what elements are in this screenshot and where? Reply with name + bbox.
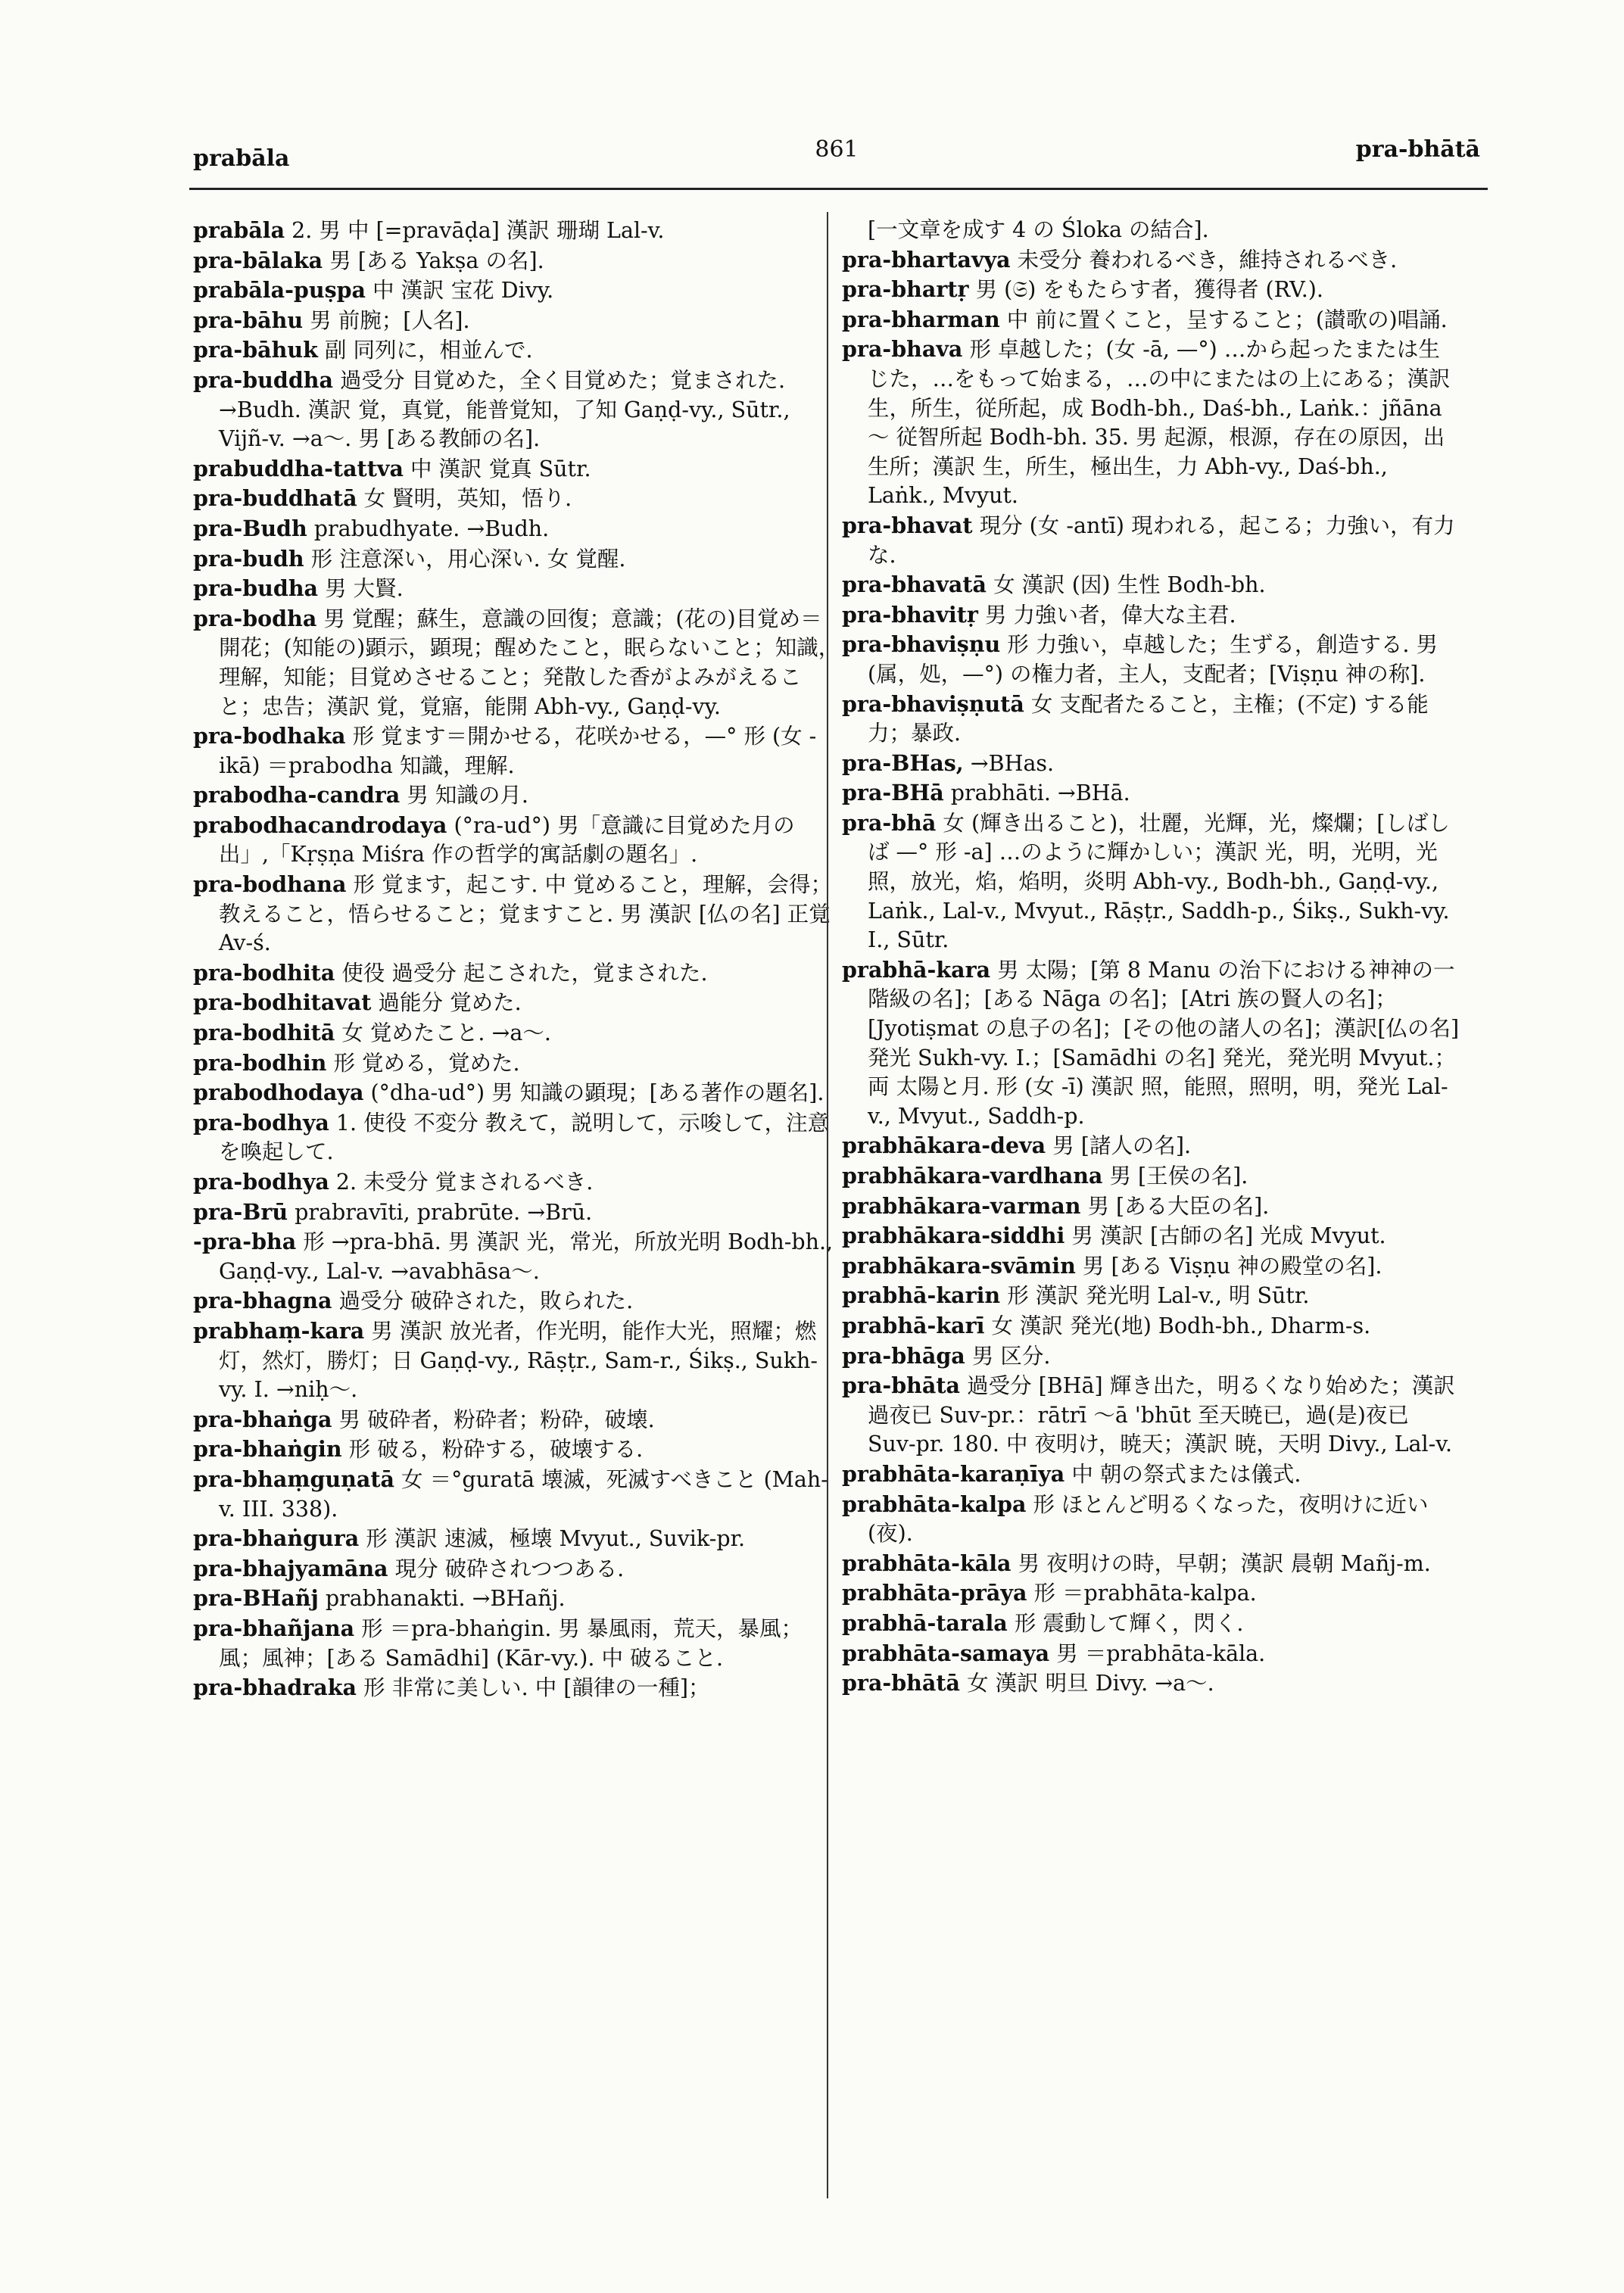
dictionary-entry	[842, 749, 1461, 779]
entry-definition: 男 [ある Viṣṇu 神の殿堂の名].	[1082, 1253, 1382, 1279]
dictionary-entry	[193, 1078, 843, 1108]
dictionary-entry	[193, 1465, 843, 1524]
dictionary-entry	[842, 275, 1461, 305]
entry-headword: pra-bhartavya	[842, 246, 1011, 273]
left-column	[193, 216, 843, 1703]
entry-headword: prabhāta-kalpa	[842, 1491, 1027, 1517]
entry-definition: 男 破砕者，粉砕者；粉砕，破壊.	[338, 1407, 655, 1432]
dictionary-entry	[193, 1584, 843, 1614]
entry-headword: pra-bodha	[193, 605, 317, 631]
dictionary-entry	[842, 335, 1461, 511]
entry-headword: pra-bhajyamāna	[193, 1555, 388, 1581]
dictionary-entry	[193, 780, 843, 811]
entry-headword: pra-bhartṛ	[842, 276, 969, 303]
dictionary-entry	[193, 1405, 843, 1435]
entry-headword: prabhāta-prāya	[842, 1580, 1027, 1606]
entry-headword: pra-BHañj	[193, 1585, 319, 1612]
entry-headword: prabhā-karin	[842, 1282, 1001, 1309]
dictionary-entry	[193, 1108, 843, 1167]
dictionary-entry	[193, 1614, 843, 1673]
entry-definition: 過受分 [BHā] 輝き出た，明るくなり始めた；漢訳 過夜已 Suv-pr.：rātrī ～ā 'bhūt 至天暁已，過(是)夜已 Suv-pr. 180. 中 夜明け，暁天；漢訳 暁，天明 Divy., Lal-v.	[868, 1373, 1455, 1457]
entry-headword: prabāla-puṣpa	[193, 277, 366, 304]
dictionary-entry	[842, 600, 1461, 631]
entry-definition: 1. 使役 不変分 教えて，説明して，示唆して，注意を喚起して.	[219, 1110, 830, 1165]
dictionary-entry	[193, 514, 843, 544]
entry-headword: pra-bhā	[842, 809, 937, 836]
entry-definition: 形 ＝pra-bhaṅgin. 男 暴風雨，荒天，暴風；風；風神；[ある Samādhi] (Kār-vy.). 中 破ること.	[219, 1615, 803, 1671]
entry-definition: 女 ＝°guratā 壊滅，死滅すべきこと (Mah-v. III. 338).	[219, 1466, 828, 1522]
entry-headword: prabodhodaya	[193, 1080, 364, 1106]
entry-definition: 2. 未受分 覚まされるべき.	[335, 1170, 594, 1195]
entry-headword: pra-bhaṅga	[193, 1406, 332, 1432]
dictionary-entry	[842, 1161, 1461, 1192]
entry-headword: pra-Brū	[193, 1198, 288, 1225]
entry-definition: 過受分 破砕された，敗られた.	[338, 1288, 634, 1314]
entry-headword: pra-BHā	[842, 780, 944, 806]
entry-headword: pra-bāhu	[193, 307, 304, 333]
entry-headword: pra-bodhaka	[193, 723, 346, 749]
entry-definition: 2. 男 中 [=pravāḍa] 漢訳 珊瑚 Lal-v.	[291, 218, 665, 243]
entry-headword: -pra-bha	[193, 1229, 297, 1255]
dictionary-entry	[193, 574, 843, 604]
entry-definition: 形 覚ます，起こす. 中 覚めること，理解，会得；教えること，悟らせること；覚ますこと. 男 漢訳 [仏の名] 正覚 Av-ś.	[219, 872, 833, 956]
entry-definition: 形 →pra-bhā. 男 漢訳 光，常光，所放光明 Bodh-bh., Gaṇḍ-vy., Lal-v. →avabhāsa～.	[219, 1229, 834, 1284]
dictionary-entry	[193, 544, 843, 575]
entry-definition: 女 賢明，英知，悟り.	[363, 486, 572, 512]
dictionary-entry	[842, 1549, 1461, 1579]
page-header	[193, 136, 1480, 182]
dictionary-entry	[842, 1609, 1461, 1639]
dictionary-entry	[842, 1341, 1461, 1372]
dictionary-entry	[842, 570, 1461, 600]
dictionary-entry	[842, 1490, 1461, 1549]
entry-headword: pra-bhava	[842, 336, 963, 363]
entry-definition: 中 前に置くこと，呈すること；(讃歌の)唱誦.	[1006, 307, 1448, 332]
dictionary-entry	[842, 1251, 1461, 1282]
entry-definition: 形 漢訳 発光明 Lal-v., 明 Sūtr.	[1007, 1283, 1310, 1309]
entry-definition: 男 力強い者，偉大な主君.	[984, 602, 1236, 628]
dictionary-entry	[193, 1316, 843, 1405]
entry-headword: pra-bhadraka	[193, 1675, 357, 1701]
dictionary-entry	[842, 955, 1461, 1132]
entry-headword: prabhāta-samaya	[842, 1640, 1050, 1666]
entry-definition: 過能分 覚めた.	[378, 990, 522, 1016]
entry-headword: prabhākara-svāmin	[842, 1252, 1076, 1279]
entry-headword: pra-bhaṅgin	[193, 1436, 342, 1463]
entry-headword: pra-bodhana	[193, 871, 347, 898]
entry-definition: 中 漢訳 宝花 Divy.	[372, 278, 554, 304]
entry-definition: prabhanakti. →BHañj.	[325, 1586, 566, 1612]
entry-headword: pra-bhaṅgura	[193, 1525, 360, 1552]
dictionary-entry	[842, 1221, 1461, 1251]
entry-definition: 男 ＝prabhāta-kāla.	[1056, 1640, 1266, 1666]
entry-headword: pra-buddhatā	[193, 485, 357, 512]
dictionary-entry	[193, 335, 843, 366]
entry-headword: pra-bhavitṛ	[842, 601, 978, 628]
entry-headword: pra-budh	[193, 545, 304, 572]
entry-definition: 男 [ある Yakṣa の名].	[329, 248, 544, 273]
entry-definition: 男 知識の月.	[407, 783, 528, 808]
entry-definition: 形 ほとんど明るくなった，夜明けに近い(夜).	[868, 1491, 1429, 1547]
entry-headword: prabodha-candra	[193, 782, 401, 808]
entry-definition: 形 漢訳 速滅，極壊 Mvyut., Suvik-pr.	[366, 1526, 746, 1552]
entry-definition: 男 大賢.	[325, 576, 404, 602]
entry-definition: prabudhyate. →Budh.	[313, 516, 550, 541]
dictionary-entry	[842, 778, 1461, 808]
entry-definition: 男 [ある大臣の名].	[1087, 1193, 1270, 1219]
entry-headword: prabodhacandrodaya	[193, 812, 447, 838]
dictionary-entry	[842, 245, 1461, 276]
entry-definition: 形 覚ます＝開かせる，花咲かせる，—° 形 (女 -ikā) ＝prabodha 知識，理解.	[219, 724, 817, 778]
entry-definition: 使役 過受分 起こされた，覚まされた.	[341, 960, 708, 986]
entry-headword: pra-bhavatā	[842, 572, 987, 598]
dictionary-entry	[842, 1639, 1461, 1669]
dictionary-entry	[193, 1048, 843, 1079]
entry-definition: 過受分 目覚めた，全く目覚めた；覚まされた. →Budh. 漢訳 覚，真覚，能普覚知，了知 Gaṇḍ-vy., Sūtr., Vijñ-v. →a～. 男 [ある教師の名].	[219, 367, 790, 452]
entry-headword: prabhākara-siddhi	[842, 1223, 1065, 1249]
entry-definition: 中 漢訳 覚真 Sūtr.	[410, 456, 591, 481]
entry-headword: prabuddha-tattva	[193, 455, 404, 481]
dictionary-entry	[842, 1460, 1461, 1490]
entry-definition: 形 ＝prabhāta-kalpa.	[1033, 1581, 1257, 1606]
entry-headword: prabāla	[193, 217, 285, 243]
dictionary-entry	[842, 1192, 1461, 1222]
entry-definition: (°dha-ud°) 男 知識の顕現；[ある著作の題名].	[370, 1080, 824, 1106]
entry-definition: 女 支配者たること，主権；(不定) する能力；暴政.	[868, 691, 1429, 746]
entry-definition: 形 破る，粉砕する，破壊する.	[348, 1437, 644, 1463]
entry-headword: pra-bhaviṣṇu	[842, 631, 1001, 658]
dictionary-entry	[193, 1524, 843, 1554]
entry-headword: pra-bhañjana	[193, 1615, 355, 1641]
entry-definition: 男 漢訳 放光者，作光明，能作大光，照耀；燃灯，然灯，勝灯；日 Gaṇḍ-vy., Rāṣṭr., Sam-r., Śikṣ., Sukh-vy. I. →niḥ～.	[219, 1318, 818, 1403]
entry-headword: pra-bodhitavat	[193, 989, 372, 1016]
entry-definition: 女 漢訳 発光(地) Bodh-bh., Dharm-s.	[991, 1313, 1371, 1338]
dictionary-entry	[193, 1286, 843, 1316]
entry-definition: 女 覚めたこと. →a～.	[341, 1020, 551, 1046]
entry-headword: pra-bodhya	[193, 1169, 329, 1195]
entry-definition: (°ra-ud°) 男「意識に目覚めた月の出」,「Kṛṣṇa Miśra 作の哲学的寓話劇の題名」.	[219, 812, 795, 868]
entry-definition: 形 注意深い，用心深い. 女 覚醒.	[310, 546, 626, 572]
entry-headword: pra-bālaka	[193, 247, 323, 273]
entry-definition: 男 (𝔖) をもたらす者，獲得者 (RV.).	[975, 277, 1323, 303]
entry-definition: 形 非常に美しい. 中 [韻律の一種]；	[363, 1675, 710, 1701]
entry-definition: 男 太陽；[第 8 Manu の治下における神神の一階級の名]；[ある Nāga の名]；[Atri 族の賢人の名]；[Jyotiṣmat の息子の名]；[その他の諸人の名]；漢訳[仏の名] 発光 Sukh-vy. I.；[Samādhi の名] 発光，発光明 Mvyut.；両 太陽と月. 形 (女 -ī) 漢訳 照，能照，照明，明，発光 Lal-v., Mvyut., Saddh-p.	[868, 957, 1460, 1129]
entry-definition: 男 [王侯の名].	[1109, 1164, 1248, 1189]
entry-headword: pra-bodhin	[193, 1049, 327, 1076]
dictionary-entry	[842, 1281, 1461, 1311]
entry-definition: 形 覚める，覚めた.	[333, 1050, 520, 1076]
dictionary-entry	[842, 1578, 1461, 1609]
dictionary-entry	[842, 630, 1461, 689]
dictionary-entry	[842, 808, 1461, 955]
right-column	[842, 216, 1461, 1699]
dictionary-entry	[193, 216, 843, 246]
running-head-right: pra-bhātā	[1355, 136, 1480, 163]
entry-headword: pra-Budh	[193, 515, 307, 541]
column-divider	[827, 212, 828, 2198]
entry-definition: prabravīti, prabrūte. →Brū.	[295, 1199, 593, 1225]
dictionary-entry	[193, 306, 843, 336]
dictionary-entry	[842, 690, 1461, 749]
dictionary-entry	[842, 511, 1461, 570]
dictionary-entry	[842, 305, 1461, 335]
dictionary-entry	[842, 1371, 1461, 1460]
dictionary-entry	[842, 1311, 1461, 1341]
entry-definition: 男 区分.	[971, 1343, 1051, 1369]
entry-headword: pra-bodhitā	[193, 1020, 335, 1046]
entry-headword: prabhā-tarala	[842, 1609, 1008, 1636]
entry-headword: pra-bhāga	[842, 1342, 965, 1369]
entry-headword: pra-bāhuk	[193, 337, 318, 363]
entry-headword: prabhā-kara	[842, 956, 991, 983]
dictionary-entry	[193, 1198, 843, 1228]
entry-definition: 女 (輝き出ること)，壮麗，光輝，光，燦爛；[しばしば —° 形 -a] …のように輝かしい；漢訳 光，明，光明，光照，放光，焰，焰明，炎明 Abh-vy., Bodh-bh., Gaṇḍ-vy., Laṅk., Lal-v., Mvyut., Rāṣṭr., Saddh-p., Śikṣ., Sukh-vy. I., Sūtr.	[868, 810, 1450, 953]
entry-definition: 形 卓越した；(女 -ā, —°) …から起ったまたは生じた，…をもって始まる，…の中にまたはの上にある；漢訳 生，所生，従所起，成 Bodh-bh., Daś-bh., Laṅk.：jñāna～ 従智所起 Bodh-bh. 35. 男 起源，根源，存在の原因，出生所；漢訳 生，所生，極出生，力 Abh-vy., Daś-bh., Laṅk., Mvyut.	[868, 337, 1451, 509]
dictionary-entry	[193, 1018, 843, 1048]
page-number: 861	[815, 136, 859, 163]
dictionary-entry	[193, 366, 843, 454]
dictionary-entry	[193, 1435, 843, 1465]
entry-headword: pra-bodhya	[193, 1109, 329, 1136]
entry-headword: pra-bhaviṣṇutā	[842, 690, 1024, 717]
dictionary-entry	[193, 1167, 843, 1198]
entry-headword: prabhāta-karaṇīya	[842, 1460, 1065, 1487]
entry-headword: pra-BHas,	[842, 749, 964, 776]
entry-headword: pra-bhavat	[842, 512, 973, 538]
entry-definition: prabhāti. →BHā.	[950, 780, 1130, 806]
entry-headword: pra-bhāta	[842, 1372, 960, 1399]
entry-definition: 男 覚醒；蘇生，意識の回復；意識；(花の)目覚め＝開花；(知能の)顕示，顕現；醒めたこと，眠らないこと；知識，理解，知能；目覚めさせること；発散した香がよみがえること；忠告；漢訳 覚，覚寤，能開 Abh-vy., Gaṇḍ-vy.	[219, 606, 840, 719]
dictionary-entry	[842, 1668, 1461, 1699]
entry-definition: 女 漢訳 明旦 Divy. →a～.	[967, 1671, 1214, 1696]
entry-definition: 女 漢訳 (因) 生性 Bodh-bh.	[993, 572, 1266, 598]
entry-headword: pra-bharman	[842, 306, 1000, 332]
dictionary-entry	[193, 484, 843, 514]
dictionary-entry	[193, 276, 843, 306]
entry-definition: 現分 破砕されつつある.	[394, 1556, 625, 1581]
entry-definition: 中 朝の祭式または儀式.	[1071, 1461, 1301, 1487]
entry-definition: 副 同列に，相並んで.	[324, 338, 533, 363]
dictionary-entry	[193, 870, 843, 958]
entry-headword: prabhāta-kāla	[842, 1550, 1011, 1576]
entry-definition: →BHas.	[970, 750, 1055, 776]
dictionary-entry	[193, 604, 843, 721]
dictionary-entry	[193, 1673, 843, 1703]
entry-headword: prabhaṃ-kara	[193, 1317, 365, 1344]
entry-definition: 未受分 養われるべき，維持されるべき.	[1017, 247, 1398, 273]
entry-headword: pra-buddha	[193, 366, 333, 393]
dictionary-entry	[842, 1131, 1461, 1161]
dictionary-entry	[193, 246, 843, 276]
dictionary-entry	[193, 811, 843, 870]
entry-headword: prabhākara-deva	[842, 1132, 1046, 1159]
entry-headword: pra-bhaṃguṇatā	[193, 1466, 394, 1492]
entry-definition: [一文章を成す 4 の Śloka の結合].	[868, 217, 1209, 242]
entry-headword: pra-bodhita	[193, 959, 335, 986]
entry-headword: pra-bhātā	[842, 1670, 960, 1696]
entry-definition: 男 漢訳 [古師の名] 光成 Mvyut.	[1071, 1223, 1386, 1249]
entry-definition: 形 震動して輝く，閃く.	[1014, 1610, 1244, 1636]
dictionary-entry	[193, 988, 843, 1018]
entry-headword: prabhā-karī	[842, 1312, 985, 1338]
entry-definition: 現分 (女 -antī) 現われる，起こる；力強い，有力な.	[868, 512, 1455, 568]
dictionary-entry	[193, 1227, 843, 1286]
entry-definition: 形 力強い，卓越した；生ずる，創造する. 男 (属，処，—°) の権力者，主人，支配者；[Viṣṇu 神の称].	[868, 632, 1438, 687]
entry-definition: 男 夜明けの時，早朝；漢訳 晨朝 Mañj-m.	[1018, 1550, 1431, 1576]
entry-headword: pra-bhagna	[193, 1288, 332, 1314]
entry-headword: pra-budha	[193, 575, 319, 602]
header-rule	[189, 188, 1488, 190]
dictionary-entry	[193, 958, 843, 989]
entry-definition: 男 [諸人の名].	[1052, 1133, 1192, 1159]
running-head-left: prabāla	[193, 145, 290, 172]
dictionary-entry	[193, 1554, 843, 1584]
entry-headword: prabhākara-vardhana	[842, 1163, 1103, 1189]
dictionary-entry	[193, 721, 843, 780]
dictionary-entry	[842, 216, 1461, 245]
dictionary-entry	[193, 454, 843, 484]
entry-definition: 男 前腕；[人名].	[310, 307, 470, 333]
entry-headword: prabhākara-varman	[842, 1192, 1081, 1219]
